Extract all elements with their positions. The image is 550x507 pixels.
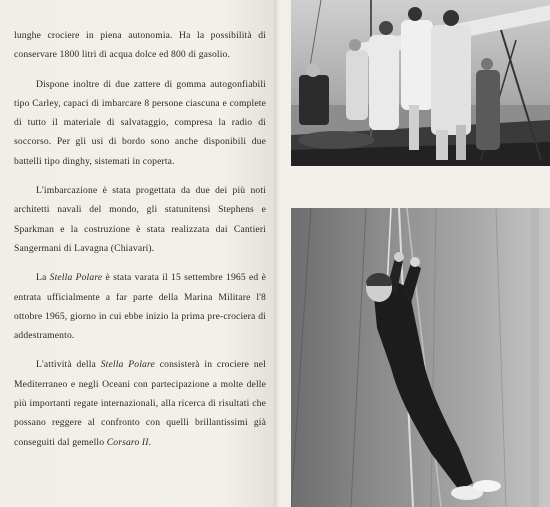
text-column <box>14 26 266 462</box>
text-segment: L'attività della <box>36 359 101 371</box>
text-segment: lunghe crociere in piena autonomia. Ha la possibilità di conservare 1800 litri di acqua dolce ed 800 di gasolio. <box>14 30 266 61</box>
text-segment: consisterà in crociere nel Mediterraneo e negli Oceani con partecipazione a molte delle più importanti regate internazionali, alla ricerca di risultati che possano reggere al confronto con quelli brillantissimi già conseguiti dal gemello <box>14 359 266 448</box>
text-segment: Dispone inoltre di due zattere di gomma autogonfiabili tipo Carley, capaci di imbarcare 8 persone ciascuna e complete di tutto il materiale di salvataggio, compresa la radio di soccorso. Per gli usi di bordo sono anche disponibili due battelli tipo dinghy, sistemati in coperta. <box>14 78 266 167</box>
italic-text: Corsaro II <box>106 436 149 448</box>
text-segment: è stata varata il 15 settembre 1965 ed è entrata ufficialmente a far parte della Marina Militare l'8 ottobre 1965, giorno in cui ebbe inizio la prima pre-crociera di addestramento. <box>14 272 266 342</box>
text-segment: La <box>36 272 50 284</box>
italic-text: Stella Polare <box>100 359 155 371</box>
book-gutter <box>274 0 282 507</box>
photo-sailor-climbing <box>291 208 550 507</box>
text-segment: L'imbarcazione è stata progettata da due dei più noti architetti navali del mondo, gli statunitensi Stephens e Sparkman e la costruzione è stata realizzata dai Cantieri Sangermani di Lavagna (Chiavari). <box>14 185 266 254</box>
photo-crew-on-deck <box>291 0 550 166</box>
paragraph <box>14 26 266 65</box>
paragraph <box>14 181 266 258</box>
paragraph <box>14 355 266 451</box>
text-segment: . <box>148 436 152 448</box>
paragraph <box>14 75 266 171</box>
italic-text: Stella Polare <box>49 272 103 284</box>
paragraph <box>14 268 266 345</box>
